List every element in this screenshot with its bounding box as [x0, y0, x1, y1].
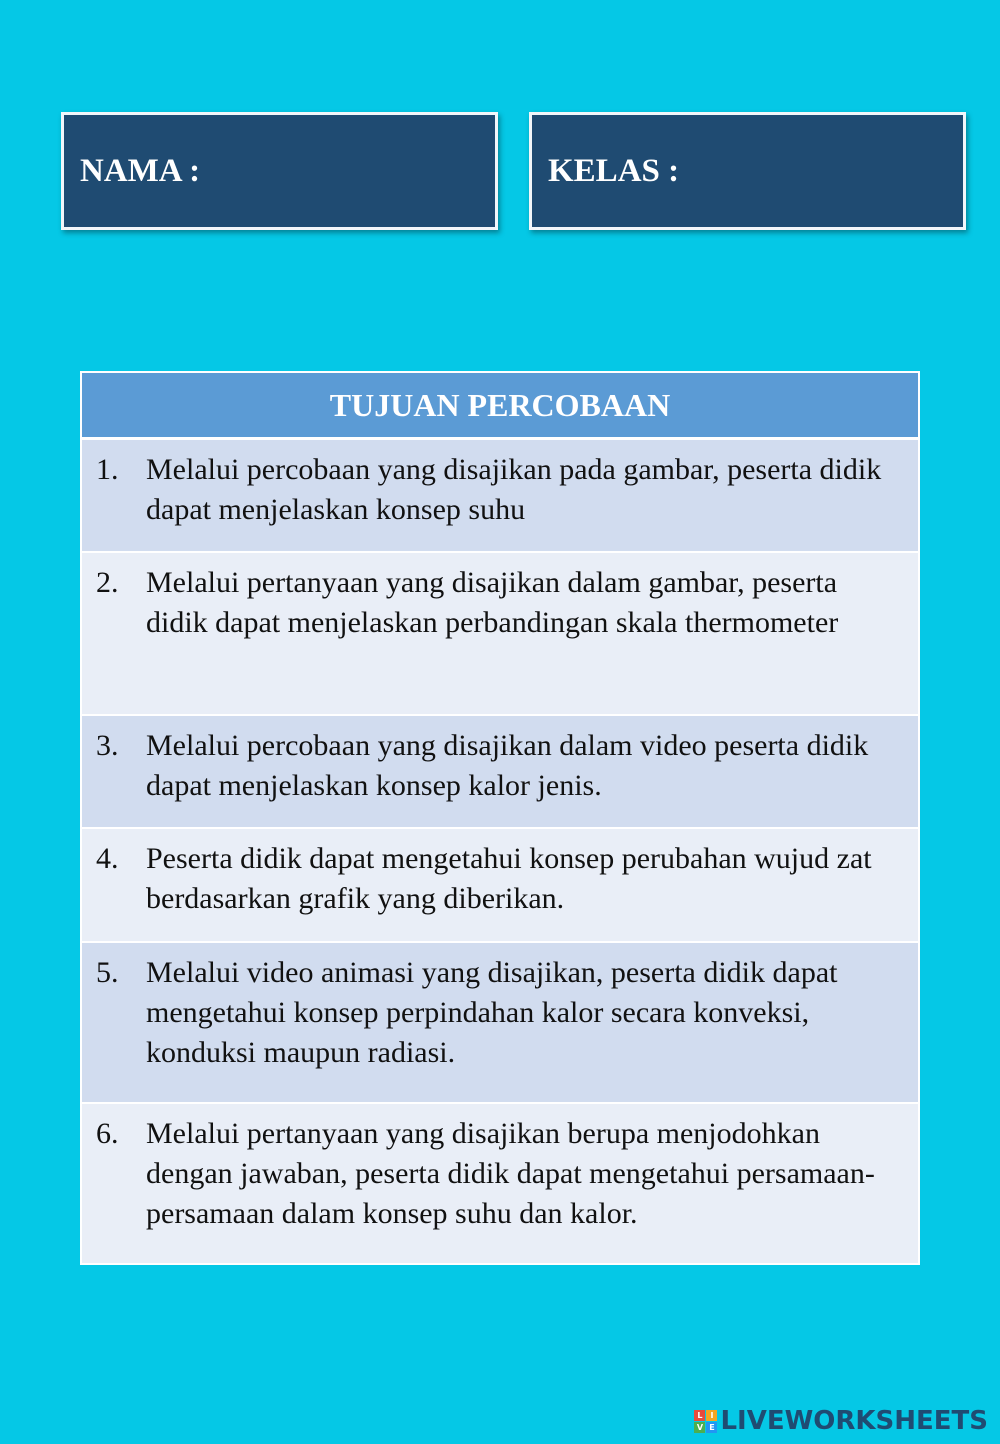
- list-item: [96, 450, 904, 530]
- table-row: [81, 715, 919, 828]
- item-text: Melalui video animasi yang disajikan, peserta didik dapat mengetahui konsep perpindahan kalor secara konveksi, konduksi maupun radiasi.: [146, 955, 838, 1069]
- brand-name: LIVEWORKSHEETS: [720, 1406, 988, 1436]
- item-text: Melalui pertanyaan yang disajikan dalam gambar, peserta didik dapat menjelaskan perbandingan skala thermometer: [146, 565, 839, 639]
- kelas-field-box[interactable]: [529, 112, 966, 230]
- list-item: [96, 953, 904, 1073]
- table-row: [81, 552, 919, 715]
- list-item: [96, 726, 904, 806]
- item-text: Melalui percobaan yang disajikan dalam video peserta didik dapat menjelaskan konsep kalor jenis.: [146, 728, 869, 802]
- item-number: 4.: [96, 841, 119, 875]
- table-row: [81, 1103, 919, 1264]
- item-number: 2.: [96, 565, 119, 599]
- item-text: Melalui pertanyaan yang disajikan berupa menjodohkan dengan jawaban, peserta didik dapat mengetahui persamaan-persamaan dalam konsep suhu dan kalor.: [146, 1116, 875, 1230]
- item-number: 1.: [96, 453, 119, 486]
- table-row: [81, 828, 919, 942]
- item-number: 5.: [96, 955, 119, 989]
- list-item: [96, 1114, 904, 1234]
- table-title: TUJUAN PERCOBAAN: [81, 372, 919, 439]
- goals-table: [80, 371, 920, 1265]
- nama-field-box[interactable]: [61, 112, 498, 230]
- list-item: [96, 563, 904, 643]
- table-row: [81, 942, 919, 1103]
- nama-label: NAMA :: [80, 152, 201, 189]
- item-text: Peserta didik dapat mengetahui konsep perubahan wujud zat berdasarkan grafik yang diberikan.: [146, 841, 872, 915]
- liveworksheets-logo-icon: L I V E: [694, 1410, 717, 1433]
- liveworksheets-brand: [694, 1406, 988, 1436]
- table-row: [81, 439, 919, 552]
- kelas-label: KELAS :: [548, 152, 680, 189]
- item-text: Melalui percobaan yang disajikan pada gambar, peserta didik dapat menjelaskan konsep suhu: [146, 453, 882, 526]
- item-number: 3.: [96, 728, 119, 762]
- item-number: 6.: [96, 1116, 119, 1150]
- list-item: [96, 839, 904, 919]
